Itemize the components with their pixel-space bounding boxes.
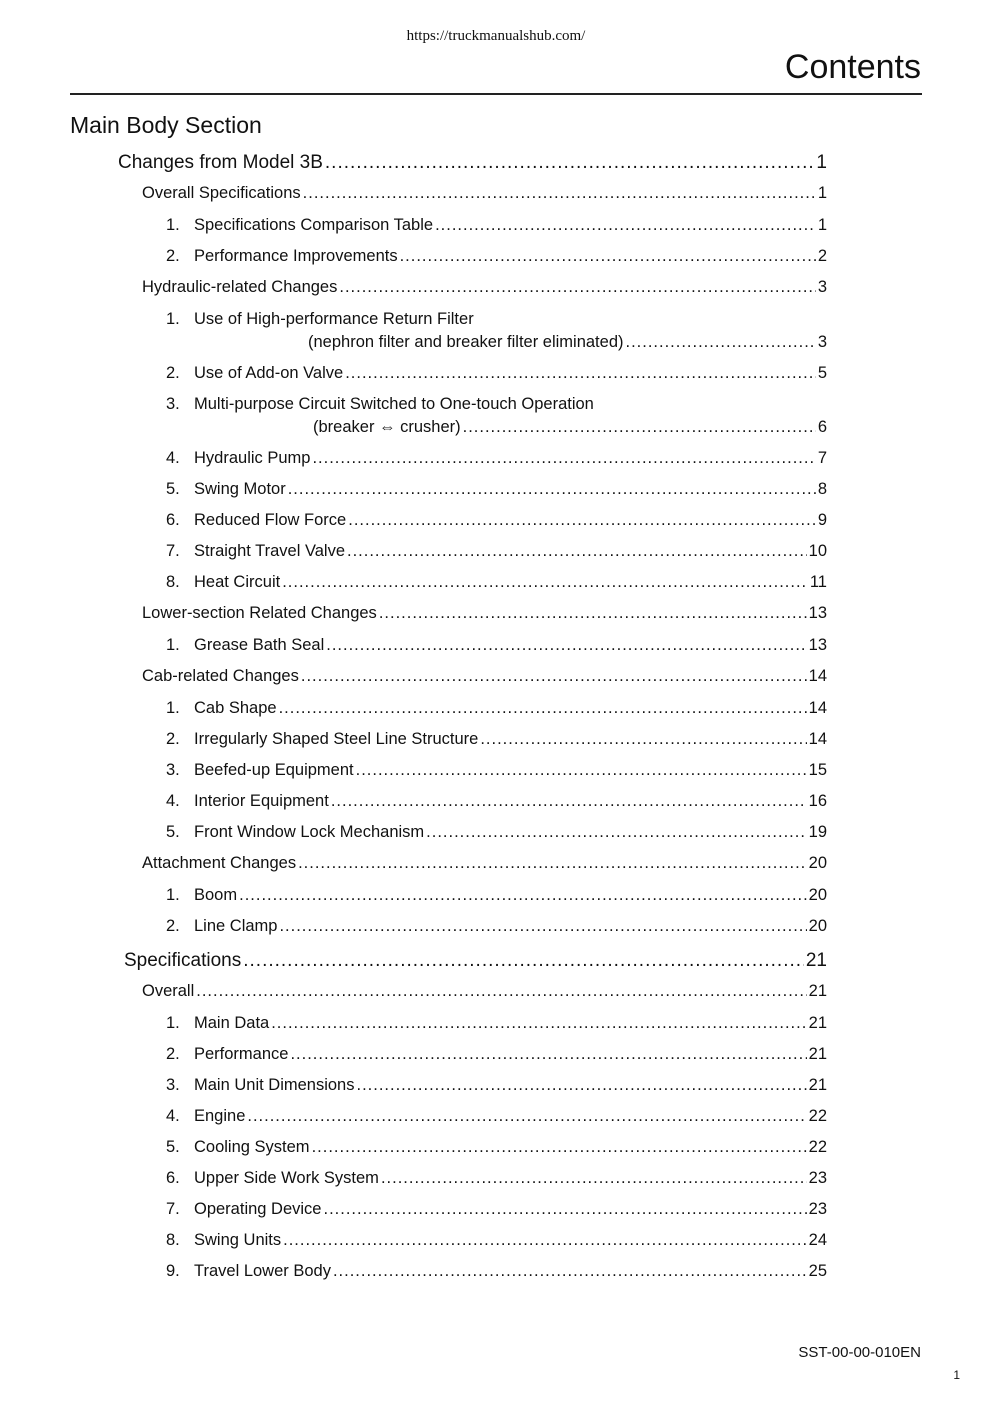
item-number: 1. [166, 699, 180, 717]
dot-leader [626, 333, 816, 352]
dot-leader [331, 792, 807, 811]
item-number: 9. [166, 1262, 180, 1280]
dot-leader [290, 1045, 806, 1064]
item-entry[interactable] [166, 1107, 827, 1126]
entry-page: 25 [808, 1262, 827, 1280]
item-number: 2. [166, 1045, 180, 1063]
entry-page: 10 [808, 542, 827, 560]
dot-leader [356, 1076, 806, 1095]
entry-page: 22 [808, 1107, 827, 1125]
item-entry[interactable] [166, 1014, 827, 1033]
entry-label: Heat Circuit [194, 573, 281, 591]
entry-page: 24 [808, 1231, 827, 1249]
entry-page: 19 [808, 823, 827, 841]
source-url[interactable]: https://truckmanualshub.com/ [406, 28, 586, 44]
chapter-page: 1 [816, 152, 827, 173]
dot-leader [426, 823, 806, 842]
entry-page: 23 [808, 1200, 827, 1218]
item-number: 5. [166, 823, 180, 841]
item-entry[interactable] [166, 761, 827, 780]
entry-page: 21 [808, 1076, 827, 1094]
dot-leader [326, 636, 806, 655]
entry-page: 9 [817, 511, 827, 529]
section-entry[interactable] [142, 667, 827, 686]
entry-label: Cooling System [194, 1138, 310, 1156]
item-number: 3. [166, 395, 180, 413]
item-entry[interactable] [166, 449, 827, 468]
entry-label: Use of High-performance Return Filter [194, 310, 474, 328]
item-number: 6. [166, 1169, 180, 1187]
dot-leader [196, 982, 806, 1001]
dot-leader [279, 699, 807, 718]
item-entry[interactable] [166, 1169, 827, 1188]
entry-page: 21 [808, 982, 827, 1000]
item-number: 2. [166, 364, 180, 382]
item-entry[interactable] [166, 1076, 827, 1095]
dot-leader [312, 449, 815, 468]
dot-leader [348, 511, 816, 530]
entry-page: 14 [808, 730, 827, 748]
item-entry[interactable] [166, 730, 827, 749]
dot-leader [243, 950, 804, 972]
entry-label: Use of Add-on Valve [194, 364, 344, 382]
entry-page: 21 [808, 1014, 827, 1032]
entry-label: Main Data [194, 1014, 270, 1032]
item-number: 5. [166, 1138, 180, 1156]
section-entry[interactable] [142, 278, 827, 297]
item-entry[interactable] [166, 1045, 827, 1064]
main-section-title: Main Body Section [70, 112, 262, 138]
entry-label: Irregularly Shaped Steel Line Structure [194, 730, 479, 748]
entry-label: Swing Units [194, 1231, 282, 1249]
entry-label: Reduced Flow Force [194, 511, 347, 529]
entry-label: Hydraulic-related Changes [142, 278, 338, 296]
entry-label: Interior Equipment [194, 792, 329, 810]
entry-label: Main Unit Dimensions [194, 1076, 355, 1094]
chapter-title: Specifications [124, 950, 242, 971]
entry-label: Multi-purpose Circuit Switched to One-touch Operation [194, 395, 594, 413]
chapter-page: 21 [805, 950, 827, 971]
dot-leader [480, 730, 806, 749]
item-entry[interactable] [166, 1262, 827, 1281]
entry-label: Line Clamp [194, 917, 278, 935]
item-entry[interactable] [166, 364, 827, 383]
item-entry[interactable] [166, 247, 827, 266]
entry-label: Travel Lower Body [194, 1262, 331, 1280]
dot-leader [325, 152, 815, 174]
entry-label: Attachment Changes [142, 854, 297, 872]
item-number: 2. [166, 247, 180, 265]
item-entry[interactable] [166, 1138, 827, 1157]
dot-leader [283, 1231, 807, 1250]
entry-page: 23 [808, 1169, 827, 1187]
chapter-entry[interactable] [118, 152, 827, 174]
entry-page: 14 [808, 667, 827, 685]
entry-label: Upper Side Work System [194, 1169, 379, 1187]
dot-leader [288, 480, 816, 499]
item-number: 4. [166, 792, 180, 810]
item-entry[interactable] [166, 823, 827, 842]
item-number: 3. [166, 1076, 180, 1094]
item-entry[interactable] [166, 511, 827, 530]
item-entry[interactable] [166, 917, 827, 936]
item-number: 7. [166, 1200, 180, 1218]
entry-label-continued: (nephron filter and breaker filter eliminated) [308, 333, 624, 351]
document-code: SST-00-00-010EN [798, 1344, 921, 1361]
entry-label: Performance [194, 1045, 289, 1063]
item-number: 1. [166, 216, 180, 234]
dot-leader [435, 216, 816, 235]
entry-label: Boom [194, 886, 238, 904]
entry-page: 3 [817, 278, 827, 296]
item-number: 4. [166, 449, 180, 467]
entry-label-continued: (breaker ⇔ crusher) [313, 418, 461, 436]
entry-page: 20 [808, 917, 827, 935]
entry-label: Swing Motor [194, 480, 286, 498]
entry-page: 7 [817, 449, 827, 467]
dot-leader [333, 1262, 807, 1281]
entry-label: Hydraulic Pump [194, 449, 311, 467]
item-number: 1. [166, 310, 180, 328]
dot-leader [247, 1107, 806, 1126]
entry-label: Engine [194, 1107, 246, 1125]
entry-label: Front Window Lock Mechanism [194, 823, 425, 841]
dot-leader [381, 1169, 807, 1188]
entry-label: Beefed-up Equipment [194, 761, 354, 779]
entry-page: 8 [817, 480, 827, 498]
dot-leader [379, 604, 807, 623]
entry-label: Cab-related Changes [142, 667, 299, 685]
dot-leader [239, 886, 807, 905]
item-entry[interactable] [166, 792, 827, 811]
item-entry[interactable] [166, 216, 827, 235]
entry-page: 11 [809, 573, 827, 591]
entry-label: Cab Shape [194, 699, 277, 717]
item-number: 7. [166, 542, 180, 560]
dot-leader [279, 917, 806, 936]
dot-leader [463, 418, 816, 437]
section-entry[interactable] [142, 604, 827, 623]
section-entry[interactable] [142, 184, 827, 203]
dot-leader [312, 1138, 807, 1157]
item-entry-multiline[interactable] [166, 310, 474, 329]
title-rule [70, 93, 922, 95]
page-number: 1 [953, 1368, 960, 1382]
entry-label: Lower-section Related Changes [142, 604, 377, 622]
item-entry[interactable] [166, 636, 827, 655]
entry-page: 1 [817, 184, 827, 202]
dot-leader [400, 247, 816, 266]
entry-page: 20 [808, 854, 827, 872]
entry-page: 22 [808, 1138, 827, 1156]
section-entry[interactable] [142, 982, 827, 1001]
item-entry[interactable] [166, 699, 827, 718]
entry-label: Straight Travel Valve [194, 542, 346, 560]
entry-page: 3 [817, 333, 827, 351]
entry-label: Grease Bath Seal [194, 636, 325, 654]
dot-leader [303, 184, 816, 203]
dot-leader [345, 364, 816, 383]
item-entry-multiline[interactable] [166, 395, 594, 414]
item-entry[interactable] [166, 573, 827, 592]
entry-label: Overall [142, 982, 195, 1000]
entry-page: 14 [808, 699, 827, 717]
entry-page: 1 [817, 216, 827, 234]
entry-page: 2 [817, 247, 827, 265]
item-number: 2. [166, 730, 180, 748]
item-continuation[interactable] [313, 418, 827, 437]
item-number: 6. [166, 511, 180, 529]
section-entry[interactable] [142, 854, 827, 873]
entry-page: 13 [808, 604, 827, 622]
entry-label: Overall Specifications [142, 184, 301, 202]
entry-label: Specifications Comparison Table [194, 216, 434, 234]
dot-leader [323, 1200, 806, 1219]
item-number: 3. [166, 761, 180, 779]
item-number: 1. [166, 886, 180, 904]
entry-page: 13 [808, 636, 827, 654]
entry-page: 21 [808, 1045, 827, 1063]
item-number: 5. [166, 480, 180, 498]
dot-leader [339, 278, 815, 297]
item-entry[interactable] [166, 542, 827, 561]
item-continuation[interactable] [308, 333, 827, 352]
item-entry[interactable] [166, 886, 827, 905]
entry-page: 20 [808, 886, 827, 904]
item-number: 8. [166, 573, 180, 591]
item-number: 1. [166, 1014, 180, 1032]
item-entry[interactable] [166, 1231, 827, 1250]
chapter-entry[interactable] [124, 950, 827, 972]
dot-leader [301, 667, 807, 686]
item-entry[interactable] [166, 1200, 827, 1219]
entry-label: Operating Device [194, 1200, 322, 1218]
dot-leader [271, 1014, 806, 1033]
item-number: 2. [166, 917, 180, 935]
dot-leader [298, 854, 807, 873]
dot-leader [347, 542, 807, 561]
item-number: 8. [166, 1231, 180, 1249]
entry-page: 5 [817, 364, 827, 382]
chapter-title: Changes from Model 3B [118, 152, 323, 173]
item-number: 1. [166, 636, 180, 654]
item-entry[interactable] [166, 480, 827, 499]
dot-leader [356, 761, 807, 780]
entry-page: 6 [817, 418, 827, 436]
dot-leader [282, 573, 808, 592]
page-title: Contents [784, 48, 921, 86]
entry-label: Performance Improvements [194, 247, 398, 265]
entry-page: 16 [808, 792, 827, 810]
entry-page: 15 [808, 761, 827, 779]
item-number: 4. [166, 1107, 180, 1125]
